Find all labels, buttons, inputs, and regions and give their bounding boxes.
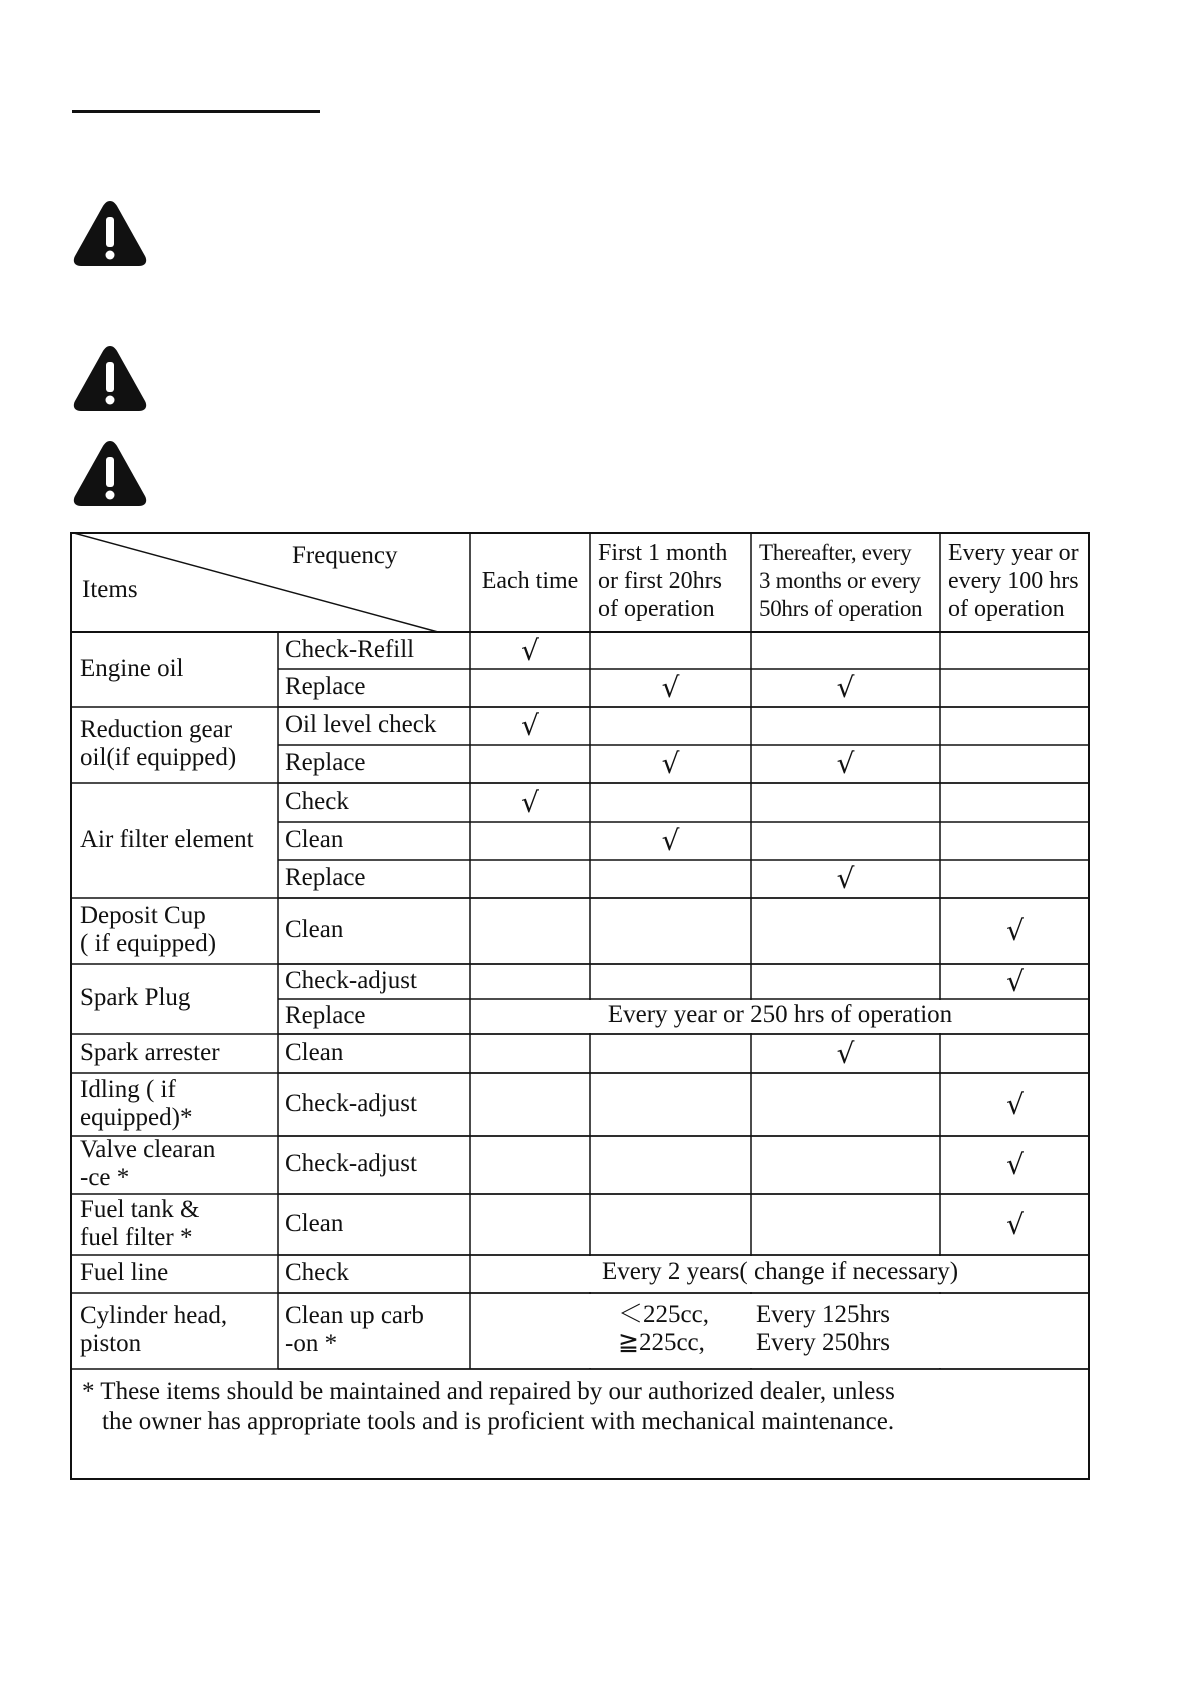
action-name [285, 916, 467, 944]
check-mark: √ [1006, 1148, 1024, 1181]
item-name [80, 1039, 272, 1067]
item-name-line: -ce * [80, 1164, 130, 1191]
item-name [80, 826, 272, 854]
column-header-line: Thereafter, every [759, 540, 912, 565]
action-name [285, 1002, 467, 1030]
merged-interval-text: Every 2 years( change if necessary) [601, 1258, 959, 1285]
action-name [285, 1302, 467, 1358]
action-name-line: -on * [285, 1330, 338, 1357]
check-mark: √ [661, 671, 680, 704]
item-name-line: Idling ( if [80, 1075, 176, 1103]
column-header-line: 3 months or every [759, 568, 921, 593]
frequency-label: Frequency [292, 542, 398, 569]
check-mark: √ [521, 633, 539, 667]
item-name [80, 1196, 272, 1252]
item-name-line: fuel filter * [80, 1223, 193, 1251]
check-mark: √ [661, 747, 680, 780]
item-name-line: Air filter element [80, 825, 254, 853]
action-name [285, 788, 467, 816]
check-mark: √ [836, 671, 855, 704]
item-name-line: Fuel tank & [80, 1195, 200, 1223]
action-name-line: Clean [285, 1038, 344, 1066]
column-header-line: 50hrs of operation [759, 596, 923, 621]
check-mark: √ [1006, 1087, 1024, 1121]
maintenance-schedule-table [70, 532, 1090, 1482]
warning-icon [72, 438, 148, 508]
action-name [285, 749, 467, 777]
item-name-line: Cylinder head, [80, 1302, 228, 1329]
check-mark: √ [521, 709, 539, 742]
action-name [285, 1150, 467, 1178]
service-interval: Every 125hrs [756, 1301, 890, 1328]
action-name-line: Replace [285, 673, 366, 700]
action-name [285, 967, 467, 995]
item-name [80, 655, 272, 683]
warning-icon [72, 343, 148, 413]
action-name-line: Check-adjust [285, 1150, 417, 1177]
column-header-line: every 100 hrs [948, 568, 1079, 594]
action-name [285, 711, 467, 739]
column-header [948, 539, 1086, 623]
column-header-line: of operation [598, 596, 715, 622]
action-name-line: Clean [285, 916, 344, 943]
item-name [80, 716, 272, 772]
action-name-line: Check-Refill [285, 635, 415, 663]
action-name-line: Check-adjust [285, 1089, 417, 1117]
section-title-underline [72, 110, 320, 113]
item-name [80, 1302, 272, 1358]
item-name-line: Spark Plug [80, 984, 191, 1011]
action-name [285, 1039, 467, 1067]
items-label: Items [82, 576, 138, 603]
check-mark: √ [521, 785, 539, 819]
column-header-line: Every year or [948, 540, 1079, 566]
item-name [80, 1259, 272, 1287]
action-name-line: Oil level check [285, 711, 437, 738]
check-mark: √ [1006, 1207, 1024, 1241]
action-name-line: Clean [285, 1209, 344, 1237]
item-name-line: piston [80, 1330, 142, 1357]
action-name-line: Clean up carb [285, 1302, 424, 1329]
item-name-line: Valve clearan [80, 1136, 216, 1163]
action-name-line: Replace [285, 864, 366, 891]
action-name [285, 826, 467, 854]
column-header-line: or first 20hrs [598, 568, 722, 594]
column-header-line: of operation [948, 596, 1065, 622]
column-header [759, 539, 936, 623]
item-name [80, 1136, 272, 1192]
check-mark: √ [1006, 964, 1024, 998]
action-name-line: Replace [285, 749, 366, 776]
item-name-line: ( if equipped) [80, 930, 217, 957]
action-name-line: Check [285, 1259, 349, 1286]
item-name-line: Engine oil [80, 654, 184, 682]
item-name-line: equipped)* [80, 1103, 193, 1131]
footnote-line-1: * These items should be maintained and repaired by our authorized dealer, unless [82, 1378, 895, 1405]
item-name-line: oil(if equipped) [80, 744, 237, 771]
action-name-line: Clean [285, 826, 344, 853]
action-name [285, 673, 467, 701]
item-name [80, 902, 272, 958]
column-header [474, 567, 586, 595]
action-name [285, 1259, 467, 1287]
check-mark: √ [836, 862, 855, 895]
item-name [80, 984, 272, 1012]
displacement-condition: ＜225cc, [618, 1301, 709, 1328]
item-name-line: Deposit Cup [80, 902, 206, 929]
footnote-line-2: the owner has appropriate tools and is proficient with mechanical maintenance. [102, 1408, 895, 1435]
column-header [598, 539, 747, 623]
service-interval: Every 250hrs [756, 1329, 890, 1356]
item-name-line: Spark arrester [80, 1038, 220, 1066]
check-mark: √ [1006, 914, 1024, 947]
check-mark: √ [661, 824, 680, 857]
item-name-line: Fuel line [80, 1259, 169, 1286]
action-name-line: Check-adjust [285, 966, 417, 994]
check-mark: √ [836, 747, 855, 780]
column-header-line: Each time [481, 568, 579, 594]
action-name [285, 1090, 467, 1118]
action-name-line: Check [285, 787, 349, 815]
item-name-line: Reduction gear [80, 716, 233, 743]
item-name [80, 1076, 272, 1132]
displacement-condition: ≧225cc, [618, 1329, 705, 1356]
action-name [285, 864, 467, 892]
action-name [285, 1210, 467, 1238]
merged-interval-text: Every year or 250 hrs of operation [607, 1000, 953, 1028]
column-header-line: First 1 month [598, 540, 728, 566]
action-name-line: Replace [285, 1001, 366, 1029]
action-name [285, 636, 467, 664]
warning-icon [72, 198, 148, 268]
check-mark: √ [836, 1036, 855, 1070]
